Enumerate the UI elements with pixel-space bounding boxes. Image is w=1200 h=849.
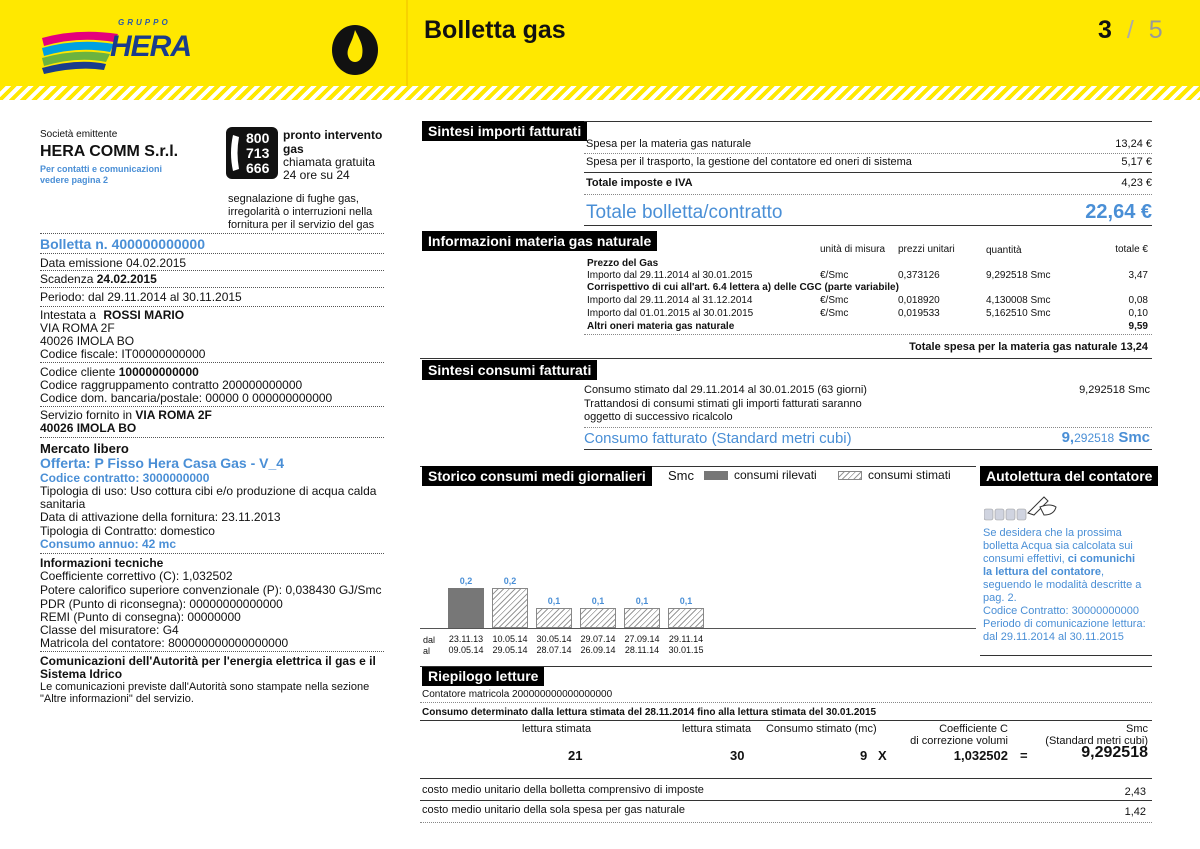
rule	[420, 358, 1152, 359]
importi-row-2-value: 5,17 €	[1121, 156, 1152, 168]
materia-row-1-total: 3,47	[1128, 270, 1148, 281]
costo-1-value: 2,43	[1124, 786, 1146, 798]
page-total: 5	[1148, 16, 1163, 44]
chart-tick-dal: 30.05.14	[536, 634, 572, 644]
materia-row-2-qty: 4,130008 Smc	[986, 295, 1051, 306]
page-current: 3	[1098, 16, 1112, 44]
letture-value-smc: 9,292518	[1081, 744, 1148, 761]
chart-bar	[492, 588, 528, 628]
materia-row-2-price: 0,018920	[898, 295, 940, 306]
data-emissione: Data emissione 04.02.2015	[40, 256, 187, 270]
page-indicator	[1098, 16, 1163, 45]
periodo: Periodo: dal 29.11.2014 al 30.11.2015	[40, 290, 242, 304]
letture-header-consumo: Consumo stimato (mc)	[766, 723, 877, 735]
header-divider	[406, 0, 408, 86]
chart-bar-label: 0,2	[503, 576, 517, 586]
materia-row-2-total: 0,08	[1128, 295, 1148, 306]
materia-row-3-qty: 5,162510 Smc	[986, 308, 1051, 319]
altri-oneri-value: 9,59	[1128, 321, 1148, 332]
chart-tick-dal: 29.07.14	[580, 634, 616, 644]
consumo-fatturato-label: Consumo fatturato (Standard metri cubi)	[584, 430, 852, 447]
chart-tick-dal: 29.11.14	[668, 634, 704, 644]
materia-header-totale: totale €	[1115, 244, 1148, 255]
tipologia-uso-2: sanitaria	[40, 497, 86, 511]
chart-title: Storico consumi medi giornalieri	[422, 466, 652, 486]
chart-tick-al: 09.05.14	[448, 645, 484, 655]
letture-determinato: Consumo determinato dalla lettura stimata del 28.11.2014 fino alla lettura stimata del 30.01.2015	[422, 707, 877, 718]
materia-header-quantita: quantità	[986, 245, 1022, 256]
segnalazione-3: fornitura per il servizio del gas	[228, 219, 375, 231]
legend-stimati-swatch	[838, 471, 862, 480]
segnalazione-1: segnalazione di fughe gas,	[228, 193, 359, 205]
page-title: Bolletta gas	[424, 16, 566, 44]
page-separator: /	[1126, 16, 1134, 44]
letture-header-coeff-2: di correzione volumi	[910, 735, 1008, 747]
autolettura-text-4b: ,	[1100, 566, 1105, 578]
autolettura-text-5: seguendo le modalità descritte a	[983, 579, 1142, 591]
letture-value-consumo: 9	[860, 748, 868, 763]
corrispettivo-heading: Corrispettivo di cui all'art. 6.4 lettera a) delle CGC (parte variabile)	[587, 282, 899, 293]
servizio-label: Servizio fornito in	[40, 408, 133, 422]
phone-number-3: 666	[246, 160, 270, 176]
societa-label: Società emittente	[40, 129, 118, 140]
phone-icon	[226, 127, 278, 179]
letture-value-stimata-1: 21	[568, 748, 583, 763]
chart-bar	[624, 608, 660, 628]
potere-calorifico: Potere calorifico superiore convenzionale (P): 0,038430 GJ/Smc	[40, 583, 382, 597]
letture-equals: =	[1020, 748, 1028, 763]
importi-row-3-label: Totale imposte e IVA	[586, 177, 693, 189]
materia-row-3-descr: Importo dal 01.01.2015 al 30.01.2015	[587, 308, 754, 319]
legend-rilevati-swatch	[704, 471, 728, 480]
rule	[420, 666, 1152, 667]
materia-header-prezzi: prezzi unitari	[898, 244, 955, 255]
autolettura-text-3a: consumi effettivi,	[983, 553, 1065, 565]
consumi-title: Sintesi consumi fatturati	[422, 360, 597, 380]
chart-tick-dal: 10.05.14	[492, 634, 528, 644]
societa-name: HERA COMM S.r.l.	[40, 143, 179, 160]
codice-fiscale: Codice fiscale: IT00000000000	[40, 347, 206, 361]
codice-cliente	[40, 365, 199, 379]
offerta: Offerta: P Fisso Hera Casa Gas - V_4	[40, 455, 285, 471]
consumo-fatturato-dec: 292518	[1074, 431, 1115, 445]
codice-cliente-label: Codice cliente	[40, 365, 116, 379]
chart-bar	[536, 608, 572, 628]
consumo-stimato-2: Trattandosi di consumi stimati gli importi fatturati saranno	[584, 398, 862, 410]
divider	[40, 651, 384, 652]
costo-2-label: costo medio unitario della sola spesa per gas naturale	[422, 804, 685, 816]
rule	[420, 778, 1152, 779]
address-line-1: VIA ROMA 2F	[40, 321, 115, 335]
divider	[40, 437, 384, 438]
comunicazioni-heading-2: Sistema Idrico	[40, 667, 123, 681]
costo-2-value: 1,42	[1124, 806, 1146, 818]
rule	[980, 655, 1152, 656]
contacts-line-2: vedere pagina 2	[40, 175, 109, 185]
chart-bar	[448, 588, 484, 628]
divider	[40, 270, 384, 271]
tipologia-uso-1: Tipologia di uso: Uso cottura cibi e/o produzione di acqua calda	[40, 484, 377, 498]
materia-title: Informazioni materia gas naturale	[422, 231, 657, 251]
header-stripes	[0, 86, 1200, 100]
codice-cliente-value: 100000000000	[118, 365, 199, 379]
rule	[584, 449, 1152, 450]
mercato: Mercato libero	[40, 441, 129, 456]
scadenza-value: 24.02.2015	[96, 272, 157, 286]
scadenza-label: Scadenza	[40, 272, 94, 286]
totale-bolletta-value: 22,64 €	[1085, 201, 1152, 223]
flame-icon	[330, 20, 380, 76]
comunicazioni-text-2: "Altre informazioni" del servizio.	[40, 693, 194, 705]
divider	[40, 553, 384, 554]
pronto-line-1: pronto intervento	[283, 128, 383, 142]
consumo-stimato-value: 9,292518 Smc	[1079, 384, 1150, 396]
chart-bar-label: 0,1	[547, 596, 561, 606]
altri-oneri-label: Altri oneri materia gas naturale	[587, 321, 735, 332]
codice-domiciliazione: Codice dom. bancaria/postale: 00000 0 000000000000	[40, 391, 333, 405]
servizio-city: 40026 IMOLA BO	[40, 421, 137, 435]
prezzo-gas-heading: Prezzo del Gas	[587, 258, 659, 269]
phone-number-1: 800	[246, 130, 270, 146]
importi-row-2-label: Spesa per il trasporto, la gestione del contatore ed oneri di sistema	[586, 156, 912, 168]
letture-header-smc-2: (Standard metri cubi)	[1045, 735, 1148, 747]
classe-misuratore: Classe del misuratore: G4	[40, 623, 179, 637]
rule	[584, 225, 1152, 226]
pronto-line-2: gas	[283, 142, 304, 156]
info-tecniche-heading: Informazioni tecniche	[40, 556, 164, 570]
hera-logo	[38, 18, 192, 74]
divider	[40, 287, 384, 288]
remi: REMI (Punto di consegna): 00000000	[40, 610, 241, 624]
chart-bar-label: 0,1	[635, 596, 649, 606]
logo-gruppo: GRUPPO	[118, 18, 171, 27]
legend-stimati: consumi stimati	[868, 468, 951, 482]
pdr: PDR (Punto di riconsegna): 00000000000000	[40, 597, 283, 611]
autolettura-text-4	[983, 566, 1104, 579]
rule	[584, 194, 1152, 195]
materia-header-unita: unità di misura	[820, 244, 886, 255]
autolettura-text-1: Se desidera che la prossima	[983, 527, 1122, 539]
chart-bar	[668, 608, 704, 628]
comunicazioni-heading-1: Comunicazioni dell'Autorità per l'energia elettrica il gas e il	[40, 654, 376, 668]
bolletta-number	[40, 236, 205, 252]
rule	[420, 720, 1152, 721]
materia-row-3-unit: €/Smc	[820, 308, 849, 319]
chart-row-dal: dal	[423, 635, 436, 645]
importi-row-1-label: Spesa per la materia gas naturale	[586, 138, 752, 150]
data-attivazione: Data di attivazione della fornitura: 23.11.2013	[40, 510, 281, 524]
autolettura-text-3	[983, 553, 1135, 566]
autolettura-text-7: Codice Contratto: 30000000000	[983, 605, 1139, 617]
address-line-2: 40026 IMOLA BO	[40, 334, 135, 348]
divider	[40, 306, 384, 307]
consumo-fatturato-int: 9,	[1061, 429, 1075, 446]
autolettura-text-3b: ci comunichi	[1067, 553, 1136, 565]
contacts-line-1: Per contatti e comunicazioni	[40, 164, 163, 174]
autolettura-title: Autolettura del contatore	[980, 466, 1158, 486]
importi-row-3-value: 4,23 €	[1121, 177, 1152, 189]
letture-header-coeff-1: Coefficiente C	[939, 723, 1008, 735]
servizio-value: VIA ROMA 2F	[135, 408, 212, 422]
materia-row-1-price: 0,373126	[898, 270, 940, 281]
segnalazione-2: irregolarità o interruzioni nella	[228, 206, 373, 218]
bolletta-value: 400000000000	[111, 236, 205, 252]
sintesi-importi-title: Sintesi importi fatturati	[422, 121, 587, 141]
chart-tick-dal: 27.09.14	[624, 634, 660, 644]
chart-row-al: al	[423, 646, 431, 656]
letture-value-coeff: 1,032502	[953, 748, 1008, 763]
tipologia-contratto: Tipologia di Contratto: domestico	[40, 524, 215, 538]
rule	[584, 172, 1152, 173]
rule	[420, 822, 1152, 823]
consumo-fatturato-unit: Smc	[1118, 429, 1150, 446]
letture-header-smc-1: Smc	[1126, 723, 1148, 735]
costo-1-label: costo medio unitario della bolletta comprensivo di imposte	[422, 784, 704, 796]
chart-tick-al: 29.05.14	[492, 645, 528, 655]
rule	[420, 702, 1152, 703]
chart-tick-al: 26.09.14	[580, 645, 616, 655]
chart-tick-al: 28.11.14	[624, 645, 660, 655]
scadenza	[40, 272, 157, 286]
materia-row-3-total: 0,10	[1128, 308, 1148, 319]
materia-row-2-unit: €/Smc	[820, 295, 849, 306]
pronto-line-3: chiamata gratuita	[283, 155, 376, 169]
matricola-contatore: Matricola del contatore: 800000000000000000	[40, 636, 289, 650]
materia-row-1-qty: 9,292518 Smc	[986, 270, 1051, 281]
rule	[584, 121, 1152, 122]
logo-hera: HERA	[110, 30, 192, 63]
rule	[584, 334, 1152, 335]
materia-row-2-descr: Importo dal 29.11.2014 al 31.12.2014	[587, 295, 753, 306]
importi-row-1-value: 13,24 €	[1115, 138, 1152, 150]
legend-rilevati: consumi rilevati	[734, 468, 817, 482]
letture-header-stimata-1: lettura stimata	[522, 723, 592, 735]
intestata	[40, 308, 184, 322]
chart-tick-dal: 23.11.13	[448, 634, 484, 644]
chart-tick-al: 28.07.14	[536, 645, 572, 655]
chart-bar	[580, 608, 616, 628]
divider	[40, 233, 384, 234]
autolettura-text-9: dal 29.11.2014 al 30.11.2015	[983, 631, 1124, 643]
coefficiente: Coefficiente correttivo (C): 1,032502	[40, 569, 233, 583]
rule	[584, 427, 1152, 428]
chart-bar-label: 0,1	[591, 596, 605, 606]
divider	[40, 362, 384, 363]
letture-title: Riepilogo letture	[422, 666, 544, 686]
letture-value-stimata-2: 30	[730, 748, 745, 763]
chart-bar-label: 0,2	[459, 576, 473, 586]
codice-contratto: Codice contratto: 3000000000	[40, 471, 210, 485]
servizio-fornito	[40, 408, 212, 422]
chart-ylabel: Smc	[668, 468, 694, 483]
letture-matricola: Contatore matricola 200000000000000000	[422, 689, 613, 700]
materia-row-3-price: 0,019533	[898, 308, 940, 319]
codice-raggruppamento: Codice raggruppamento contratto 200000000000	[40, 378, 303, 392]
pronto-line-4: 24 ore su 24	[283, 168, 350, 182]
rule	[584, 153, 1152, 154]
letture-times: X	[878, 748, 887, 763]
chart-bar-label: 0,1	[679, 596, 693, 606]
letture-header-stimata-2: lettura stimata	[682, 723, 752, 735]
autolettura-text-4a: la lettura del contatore	[983, 566, 1101, 578]
totale-materia: Totale spesa per la materia gas naturale 13,24	[909, 341, 1148, 353]
hand-writing-icon	[984, 493, 1060, 523]
chart-plot	[420, 488, 976, 658]
consumo-fatturato-value	[990, 429, 1150, 446]
divider	[40, 253, 384, 254]
autolettura-text-8: Periodo di comunicazione lettura:	[983, 618, 1146, 630]
divider	[40, 406, 384, 407]
totale-bolletta-label: Totale bolletta/contratto	[586, 202, 783, 223]
intestata-label: Intestata a	[40, 308, 97, 322]
bolletta-label: Bolletta n.	[40, 236, 108, 252]
rule	[420, 800, 1152, 801]
materia-row-1-descr: Importo dal 29.11.2014 al 30.01.2015	[587, 270, 753, 281]
consumo-annuo: Consumo annuo: 42 mc	[40, 537, 177, 551]
comunicazioni-text-1: Le comunicazioni previste dall'Autorità sono stampate nella sezione	[40, 681, 370, 693]
phone-number-2: 713	[246, 145, 270, 161]
intestata-value: ROSSI MARIO	[103, 308, 185, 322]
autolettura-text-2: bolletta Acqua sia calcolata sui	[983, 540, 1133, 552]
consumo-stimato-1: Consumo stimato dal 29.11.2014 al 30.01.2015 (63 giorni)	[584, 384, 867, 396]
chart-baseline	[420, 628, 976, 629]
materia-row-1-unit: €/Smc	[820, 270, 849, 281]
chart-tick-al: 30.01.15	[668, 645, 704, 655]
consumo-stimato-3: oggetto di successivo ricalcolo	[584, 411, 733, 423]
autolettura-text-6: pag. 2.	[983, 592, 1017, 604]
